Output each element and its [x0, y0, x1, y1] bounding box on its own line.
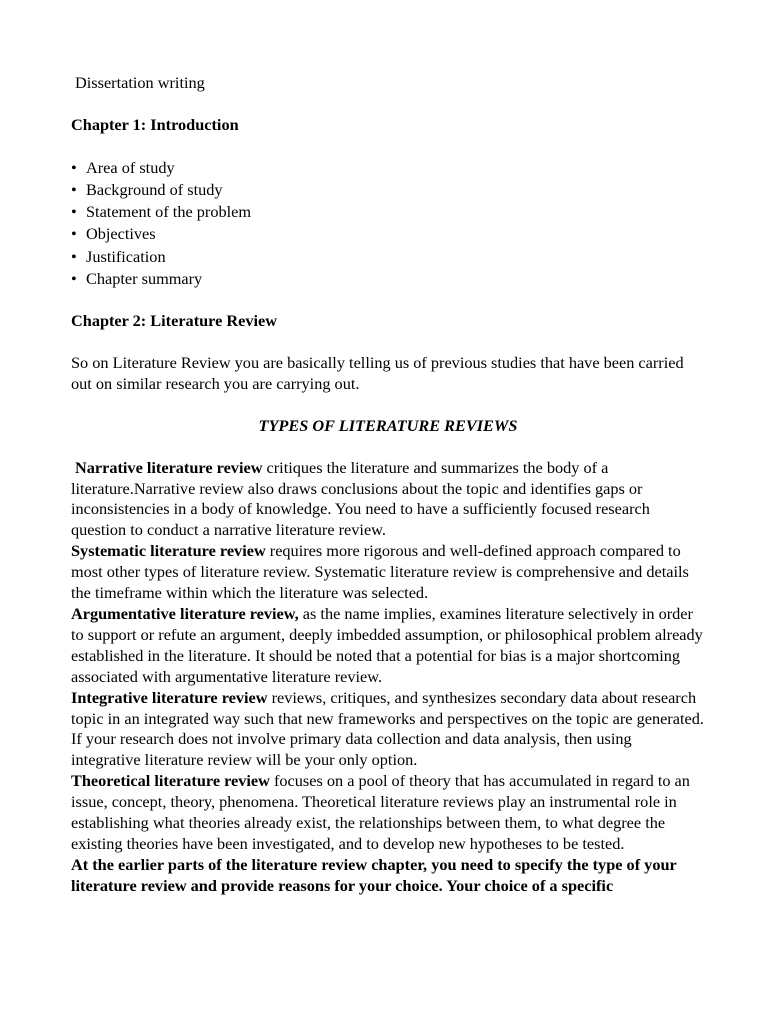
review-type-integrative	[71, 688, 705, 772]
list-item	[71, 246, 705, 268]
bullet-icon: •	[71, 157, 77, 177]
bullet-icon: •	[71, 224, 77, 244]
types-section-title: TYPES OF LITERATURE REVIEWS	[258, 415, 518, 435]
list-item-label: Background of study	[86, 180, 223, 200]
review-term: Systematic literature review	[71, 541, 266, 561]
review-types-list	[71, 458, 705, 855]
review-term: Integrative literature review	[71, 687, 268, 707]
list-item-label: Objectives	[86, 224, 156, 244]
document-page	[71, 73, 705, 897]
list-item	[71, 223, 705, 245]
review-description: requires more rigorous and well-defined approach compared to most other types of literature review. Systematic literature review is comprehensive and details the timeframe within which the literature was selected.	[71, 541, 689, 603]
bullet-icon: •	[71, 202, 77, 222]
list-item	[71, 201, 705, 223]
review-type-narrative	[71, 458, 705, 542]
list-item	[71, 268, 705, 290]
closing-paragraph: At the earlier parts of the literature review chapter, you need to specify the type of your literature review and provide reasons for your choice. Your choice of a specific	[71, 854, 677, 895]
review-term: Theoretical literature review	[71, 771, 270, 791]
review-term: Argumentative literature review,	[71, 604, 299, 623]
list-item	[71, 157, 705, 179]
review-description: focuses on a pool of theory that has accumulated in regard to an issue, concept, theory, phenomena. Theoretical literature reviews play an instrumental role in establishing what theories already exist, the relationships between them, to what degree the existing theories have been investigated, and to develop new hypotheses to be tested.	[71, 771, 690, 853]
review-description: critiques the literature and summarizes the body of a literature.Narrative review also draws conclusions about the topic and identifies gaps or inconsistencies in a body of knowledge. You need to have a sufficiently focused research question to conduct a narrative literature review.	[71, 457, 650, 540]
review-description: as the name implies, examines literature selectively in order to support or refute an argument, deeply imbedded assumption, or philosophical problem already established in the literature. It should be noted that a potential for bias is a major shortcoming associated with argumentative literature review.	[71, 604, 703, 686]
bullet-icon: •	[71, 180, 77, 200]
chapter-1-heading: Chapter 1: Introduction	[71, 114, 239, 134]
chapter-1-topic-list	[71, 157, 705, 290]
review-description: reviews, critiques, and synthesizes secondary data about research topic in an integrated way such that new frameworks and perspectives on the topic are generated. If your research does not involve primary data collection and data analysis, then using integrative literature review will be your only option.	[71, 687, 704, 770]
list-item-label: Justification	[86, 246, 166, 266]
list-item-label: Chapter summary	[86, 268, 203, 288]
review-type-systematic	[71, 541, 705, 604]
list-item-label: Statement of the problem	[86, 202, 252, 222]
review-term: Narrative literature review	[75, 457, 263, 477]
bullet-icon: •	[71, 268, 77, 288]
document-title: Dissertation writing	[75, 73, 205, 92]
chapter-2-intro-paragraph: So on Literature Review you are basically telling us of previous studies that have been carried out on similar research you are carrying out.	[71, 352, 684, 393]
review-type-argumentative	[71, 604, 705, 688]
list-item-label: Area of study	[86, 157, 175, 177]
chapter-2-heading: Chapter 2: Literature Review	[71, 311, 278, 331]
list-item	[71, 179, 705, 201]
review-type-theoretical	[71, 771, 705, 855]
bullet-icon: •	[71, 246, 77, 266]
